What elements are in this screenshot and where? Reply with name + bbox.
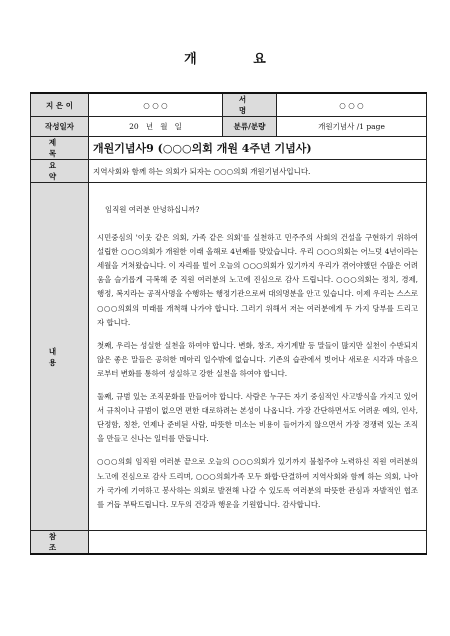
content-paragraph: ○○○의회 임직원 여러분 끝으로 오늘의 ○○○의회가 있기까지 불철주야 노력하신 직원 여러분의 노고에 진심으로 감사 드리며, ○○○의회가족 모두 화합·단결하여 지역사회와 함께 하는 의회, 나아가 국가에 기여하고 봉사하는 의회로 발전해 나갈 수 있도록 여러분의 따뜻한 관심과 자발적인 협조를 거듭 부탁드립니다. 모두의 건강과 행운을 기원합니다. 감사합니다.: [97, 457, 418, 509]
date-value: 20 년 월 일: [89, 117, 223, 137]
content-body: [89, 183, 427, 531]
content-paragraph: 첫째, 우리는 성실한 실천을 하여야 합니다. 변화, 창조, 자기계발 등 말들이 많지만 실천이 수반되지 않은 좋은 말들은 공허한 메아리 일수밖에 없습니다. 기존의 습관에서 벗어나 새로운 시각과 마음으로부터 변화를 통하여 성실하고 강한 실천을 하여야 합니다.: [97, 340, 418, 378]
summary-row: [31, 160, 427, 183]
reference-label: 참 조: [31, 531, 89, 555]
reference-value: [89, 531, 427, 555]
summary-value: 지역사회와 함께 하는 의회가 되자는 ○○○의회 개원기념사입니다.: [89, 160, 427, 183]
subject-label: 제 목: [31, 137, 89, 160]
date-label: 작성일자: [31, 117, 89, 137]
writer-label: 지 은 이: [31, 93, 89, 117]
content-label: 내 용: [31, 183, 89, 531]
writer-value: ○ ○ ○: [89, 93, 223, 117]
content-greeting: 임직원 여러분 안녕하십니까?: [105, 205, 200, 214]
subject-value: 개원기념사9 (○○○의회 개원 4주년 기념사): [89, 137, 427, 160]
category-value: 개원기념사 /1 page: [277, 117, 427, 137]
date-row: [31, 117, 427, 137]
category-label: 분류/분량: [223, 117, 277, 137]
content-paragraph: 둘째, 규범 있는 조직문화를 만들어야 합니다. 사람은 누구든 자기 중심적인 사고방식을 가지고 있어서 규칙이나 규범이 없으면 편한 대로하려는 본성이 나옵니다. 가장 간단하면서도 어려운 예의, 인사, 단정함, 칭찬, 언제나 준비된 사람, 따뜻한 미소는 비용이 들어가지 않으면서 가장 경쟁력 있는 조직을 만들고 신나는 일터를 만듭니다.: [97, 392, 418, 444]
signature-value: ○ ○ ○: [277, 93, 427, 117]
subject-row: [31, 137, 427, 160]
page-title: 개 요: [184, 52, 292, 67]
writer-row: [31, 93, 427, 117]
signature-label: 서 명: [223, 93, 277, 117]
overview-form: [30, 92, 427, 555]
content-row: [31, 183, 427, 531]
reference-row: [31, 531, 427, 555]
content-paragraph: 시민중심의 '이웃 같은 의회, 가족 같은 의회'를 실천하고 민주주의 사회의 건설을 구현하기 위하여 설립한 ○○○의회가 개원한 이래 올해로 4년째를 맞았습니다. 우리 ○○○의회는 어느덧 4년이라는 세월을 거쳐왔습니다. 이 자리를 빌어 오늘의 ○○○의회가 있기까지 우리가 겪어야했던 수많은 어려움을 슬기롭게 극복해 준 직원 여러분의 노고에 진심으로 감사 드립니다. ○○○의회는 정치, 경제, 행정, 복지라는 공적사명을 수행하는 행정기관으로써 대의명분을 안고 있습니다. 이제 우리는 스스로 ○○○의회의 미래를 개척해 나가야 합니다. 그러기 위해서 저는 여러분에게 두 가지 당부를 드리고자 합니다.: [97, 233, 418, 327]
summary-label: 요 약: [31, 160, 89, 183]
